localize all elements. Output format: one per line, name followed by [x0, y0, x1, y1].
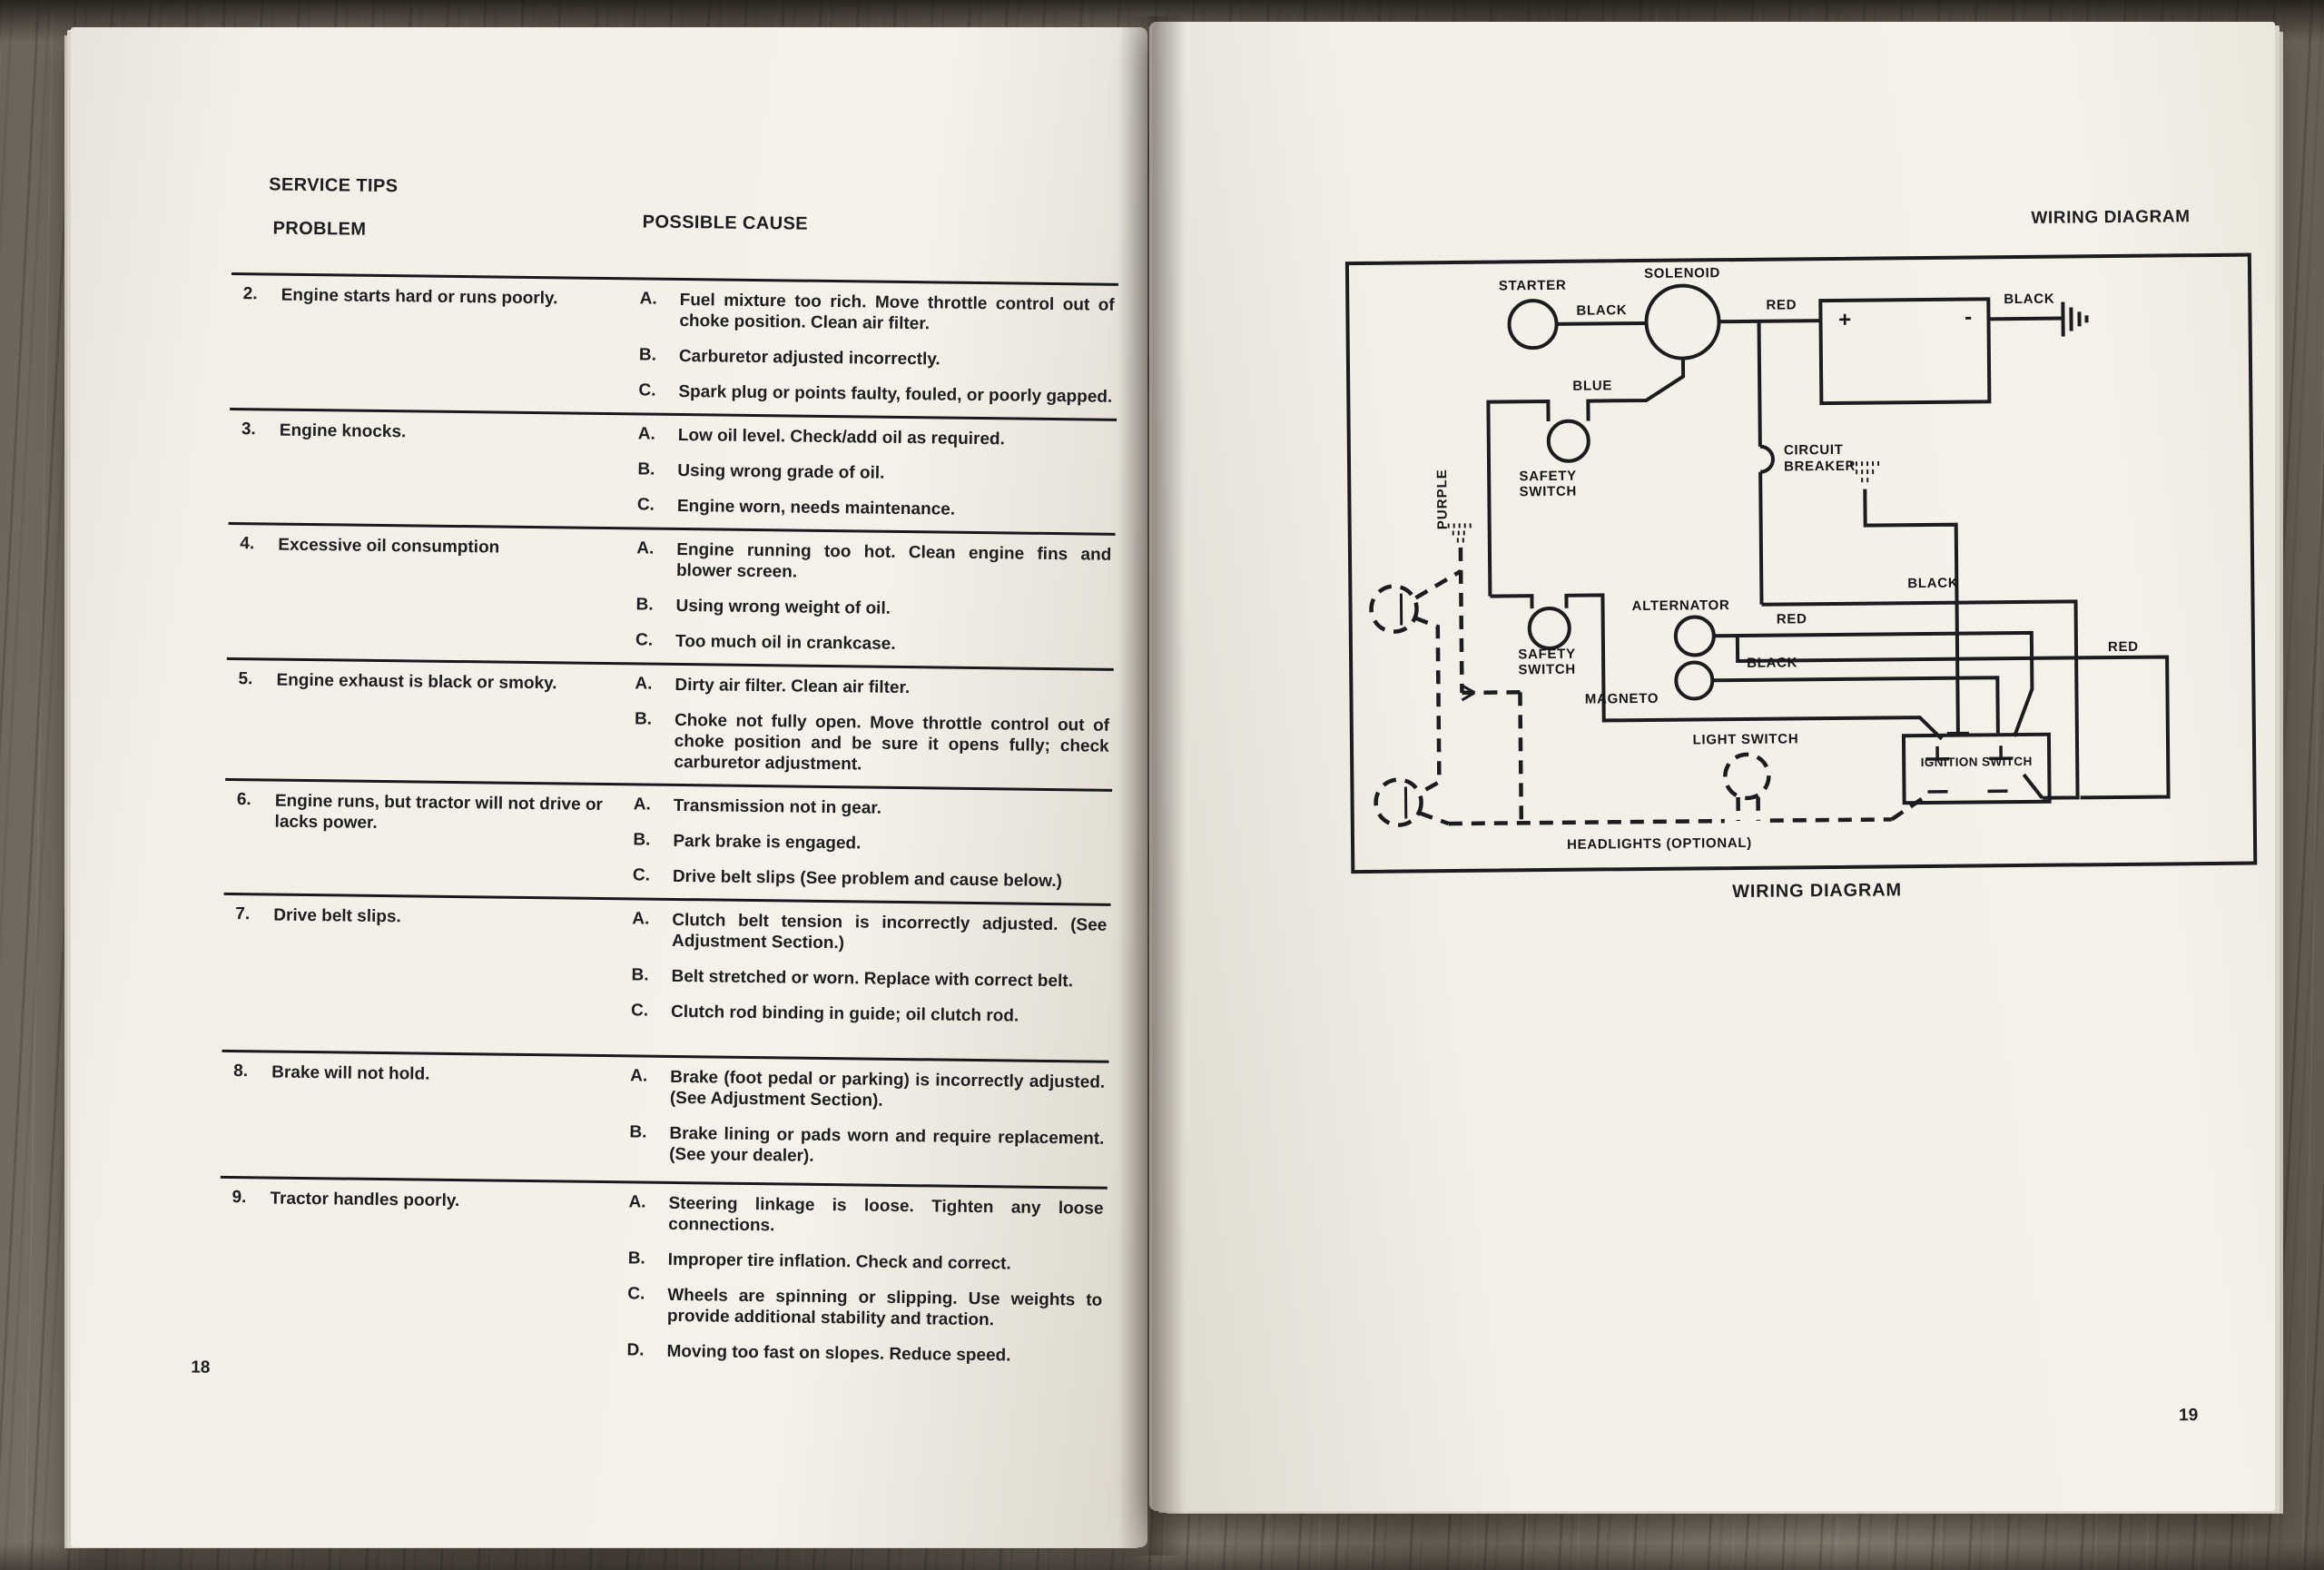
section-title: SERVICE TIPS — [269, 174, 399, 197]
problem-column-header: PROBLEM — [272, 218, 367, 240]
battery-plus: + — [1838, 307, 1853, 332]
cause-item: B. Belt stretched or worn. Replace with correct belt. — [631, 965, 1074, 992]
circuit-breaker-label: CIRCUIT BREAKER — [1783, 441, 1856, 475]
starter-symbol — [1509, 301, 1556, 348]
solenoid-label: SOLENOID — [1643, 265, 1721, 281]
cause-item: C. Drive belt slips (See problem and cause below.) — [632, 865, 1063, 892]
problem-number: 3. — [241, 420, 256, 439]
wire-red-label: RED — [1766, 297, 1797, 313]
wire-black-label: BLACK — [1747, 655, 1798, 671]
problem-text: Engine exhaust is black or smoky. — [276, 670, 557, 694]
problem-number: 9. — [231, 1188, 247, 1208]
problem-number: 2. — [242, 284, 258, 304]
safety-switch-label: SAFETY SWITCH — [1519, 468, 1578, 500]
cause-item: B. Park brake is engaged. — [633, 830, 862, 854]
wire-headlight-bus — [1446, 543, 1925, 824]
problem-text: Tractor handles poorly. — [270, 1189, 460, 1211]
cause-item: C. Wheels are spinning or slipping. Use weights to provide additional stability and traction. — [627, 1284, 1103, 1330]
problem-number: 4. — [240, 534, 255, 554]
problem-number: 7. — [235, 904, 251, 924]
cause-item: A. Brake (foot pedal or parking) is incorrectly adjusted. (See Adjustment Section). — [630, 1066, 1106, 1111]
wire-black-magneto — [1712, 677, 1998, 736]
problem-text: Drive belt slips. — [273, 905, 401, 927]
problem-number: 8. — [233, 1061, 249, 1081]
wire-black-label: BLACK — [1907, 575, 1959, 592]
cause-item: B. Choke not fully open. Move throttle control out of choke position and be sure it opens fully; check carburetor adjustment. — [634, 709, 1110, 775]
wire-red-label: RED — [1776, 611, 1807, 627]
circuit-breaker-symbol — [1760, 447, 1773, 472]
cause-item: B. Using wrong grade of oil. — [637, 459, 885, 483]
wire-black-label: BLACK — [2004, 291, 2055, 308]
cause-column-header: POSSIBLE CAUSE — [642, 212, 809, 234]
wire-black-label: BLACK — [1576, 302, 1628, 319]
starter-label: STARTER — [1498, 277, 1567, 294]
problem-number: 5. — [238, 669, 253, 689]
light-switch-symbol — [1725, 755, 1768, 798]
wiring-diagram — [1344, 252, 2259, 878]
wire-red-label: RED — [2107, 638, 2139, 656]
page-number-left: 18 — [191, 1358, 211, 1377]
cause-item: C. Spark plug or points faulty, fouled, or poorly gapped. — [638, 380, 1113, 407]
cause-item: A. Steering linkage is loose. Tighten any loose connections. — [628, 1192, 1104, 1236]
cause-item: B. Improper tire inflation. Check and correct. — [627, 1249, 1011, 1274]
magneto-symbol — [1676, 662, 1712, 698]
problem-text: Engine knocks. — [279, 420, 407, 442]
safety-switch-1-symbol — [1549, 421, 1589, 461]
cause-item: A. Transmission not in gear. — [633, 795, 882, 818]
wiring-diagram-lines — [1344, 252, 2259, 878]
alternator-symbol — [1676, 617, 1714, 655]
page-number-right: 19 — [2179, 1406, 2199, 1426]
cause-item: A. Low oil level. Check/add oil as required. — [637, 424, 1005, 449]
battery-minus: - — [1965, 304, 1973, 330]
problem-text: Engine starts hard or runs poorly. — [281, 285, 558, 309]
cause-item: D. Moving too fast on slopes. Reduce speed. — [626, 1340, 1011, 1366]
cause-item: A. Clutch belt tension is incorrectly adjusted. (See Adjustment Section.) — [632, 909, 1108, 953]
light-switch-label: LIGHT SWITCH — [1692, 731, 1799, 748]
cause-item: B. Brake lining or pads worn and require replacement. (See your dealer). — [629, 1122, 1105, 1166]
cause-item: B. Using wrong weight of oil. — [635, 595, 891, 618]
cause-item: C. Clutch rod binding in guide; oil clutch rod. — [630, 1001, 1019, 1026]
wire-junction-vertical — [1759, 321, 1760, 447]
solenoid-symbol — [1646, 285, 1719, 359]
safety-switch-label: SAFETY SWITCH — [1518, 646, 1576, 678]
cause-item: A. Fuel mixture too rich. Move throttle control out of choke position. Clean air filter. — [639, 289, 1115, 334]
wire-black-starter-solenoid — [1557, 323, 1647, 324]
problem-number: 6. — [236, 790, 251, 810]
wire-red-2 — [1738, 631, 2169, 801]
cause-item: B. Carburetor adjusted incorrectly. — [638, 345, 940, 370]
headlights-label: HEADLIGHTS (OPTIONAL) — [1566, 834, 1752, 853]
alternator-label: ALTERNATOR — [1631, 597, 1730, 615]
cause-item: A. Dirty air filter. Clean air filter. — [635, 674, 911, 698]
wire-black-battery-ground — [1989, 319, 2063, 320]
wire-ground-ignition — [1865, 489, 1958, 735]
wire-red-alternator — [1714, 633, 2033, 739]
wire-purple-label: PURPLE — [1434, 469, 1451, 530]
diagram-border — [1347, 255, 2255, 873]
cause-item: C. Engine worn, needs maintenance. — [636, 495, 956, 519]
headlight-symbol — [1371, 586, 1416, 631]
magneto-label: MAGNETO — [1584, 690, 1659, 707]
chassis-ground-icon — [1448, 526, 1473, 540]
safety-switch-2-symbol — [1530, 608, 1570, 648]
diagram-caption: WIRING DIAGRAM — [1732, 880, 1903, 903]
ground-icon — [2063, 301, 2086, 336]
ignition-switch-label: IGNITION SWITCH — [1920, 754, 2033, 770]
page-header: WIRING DIAGRAM — [2031, 207, 2191, 228]
cause-item: C. Too much oil in crankcase. — [635, 630, 896, 654]
wire-blue-label: BLUE — [1572, 378, 1613, 394]
cause-item: A. Engine running too hot. Clean engine fins and blower screen. — [636, 538, 1112, 582]
headlight-symbol — [1375, 779, 1421, 824]
problem-text: Excessive oil consumption — [278, 535, 500, 558]
problem-text: Brake will not hold. — [271, 1062, 430, 1084]
problem-text: Engine runs, but tractor will not drive or lacks power. — [274, 791, 604, 833]
